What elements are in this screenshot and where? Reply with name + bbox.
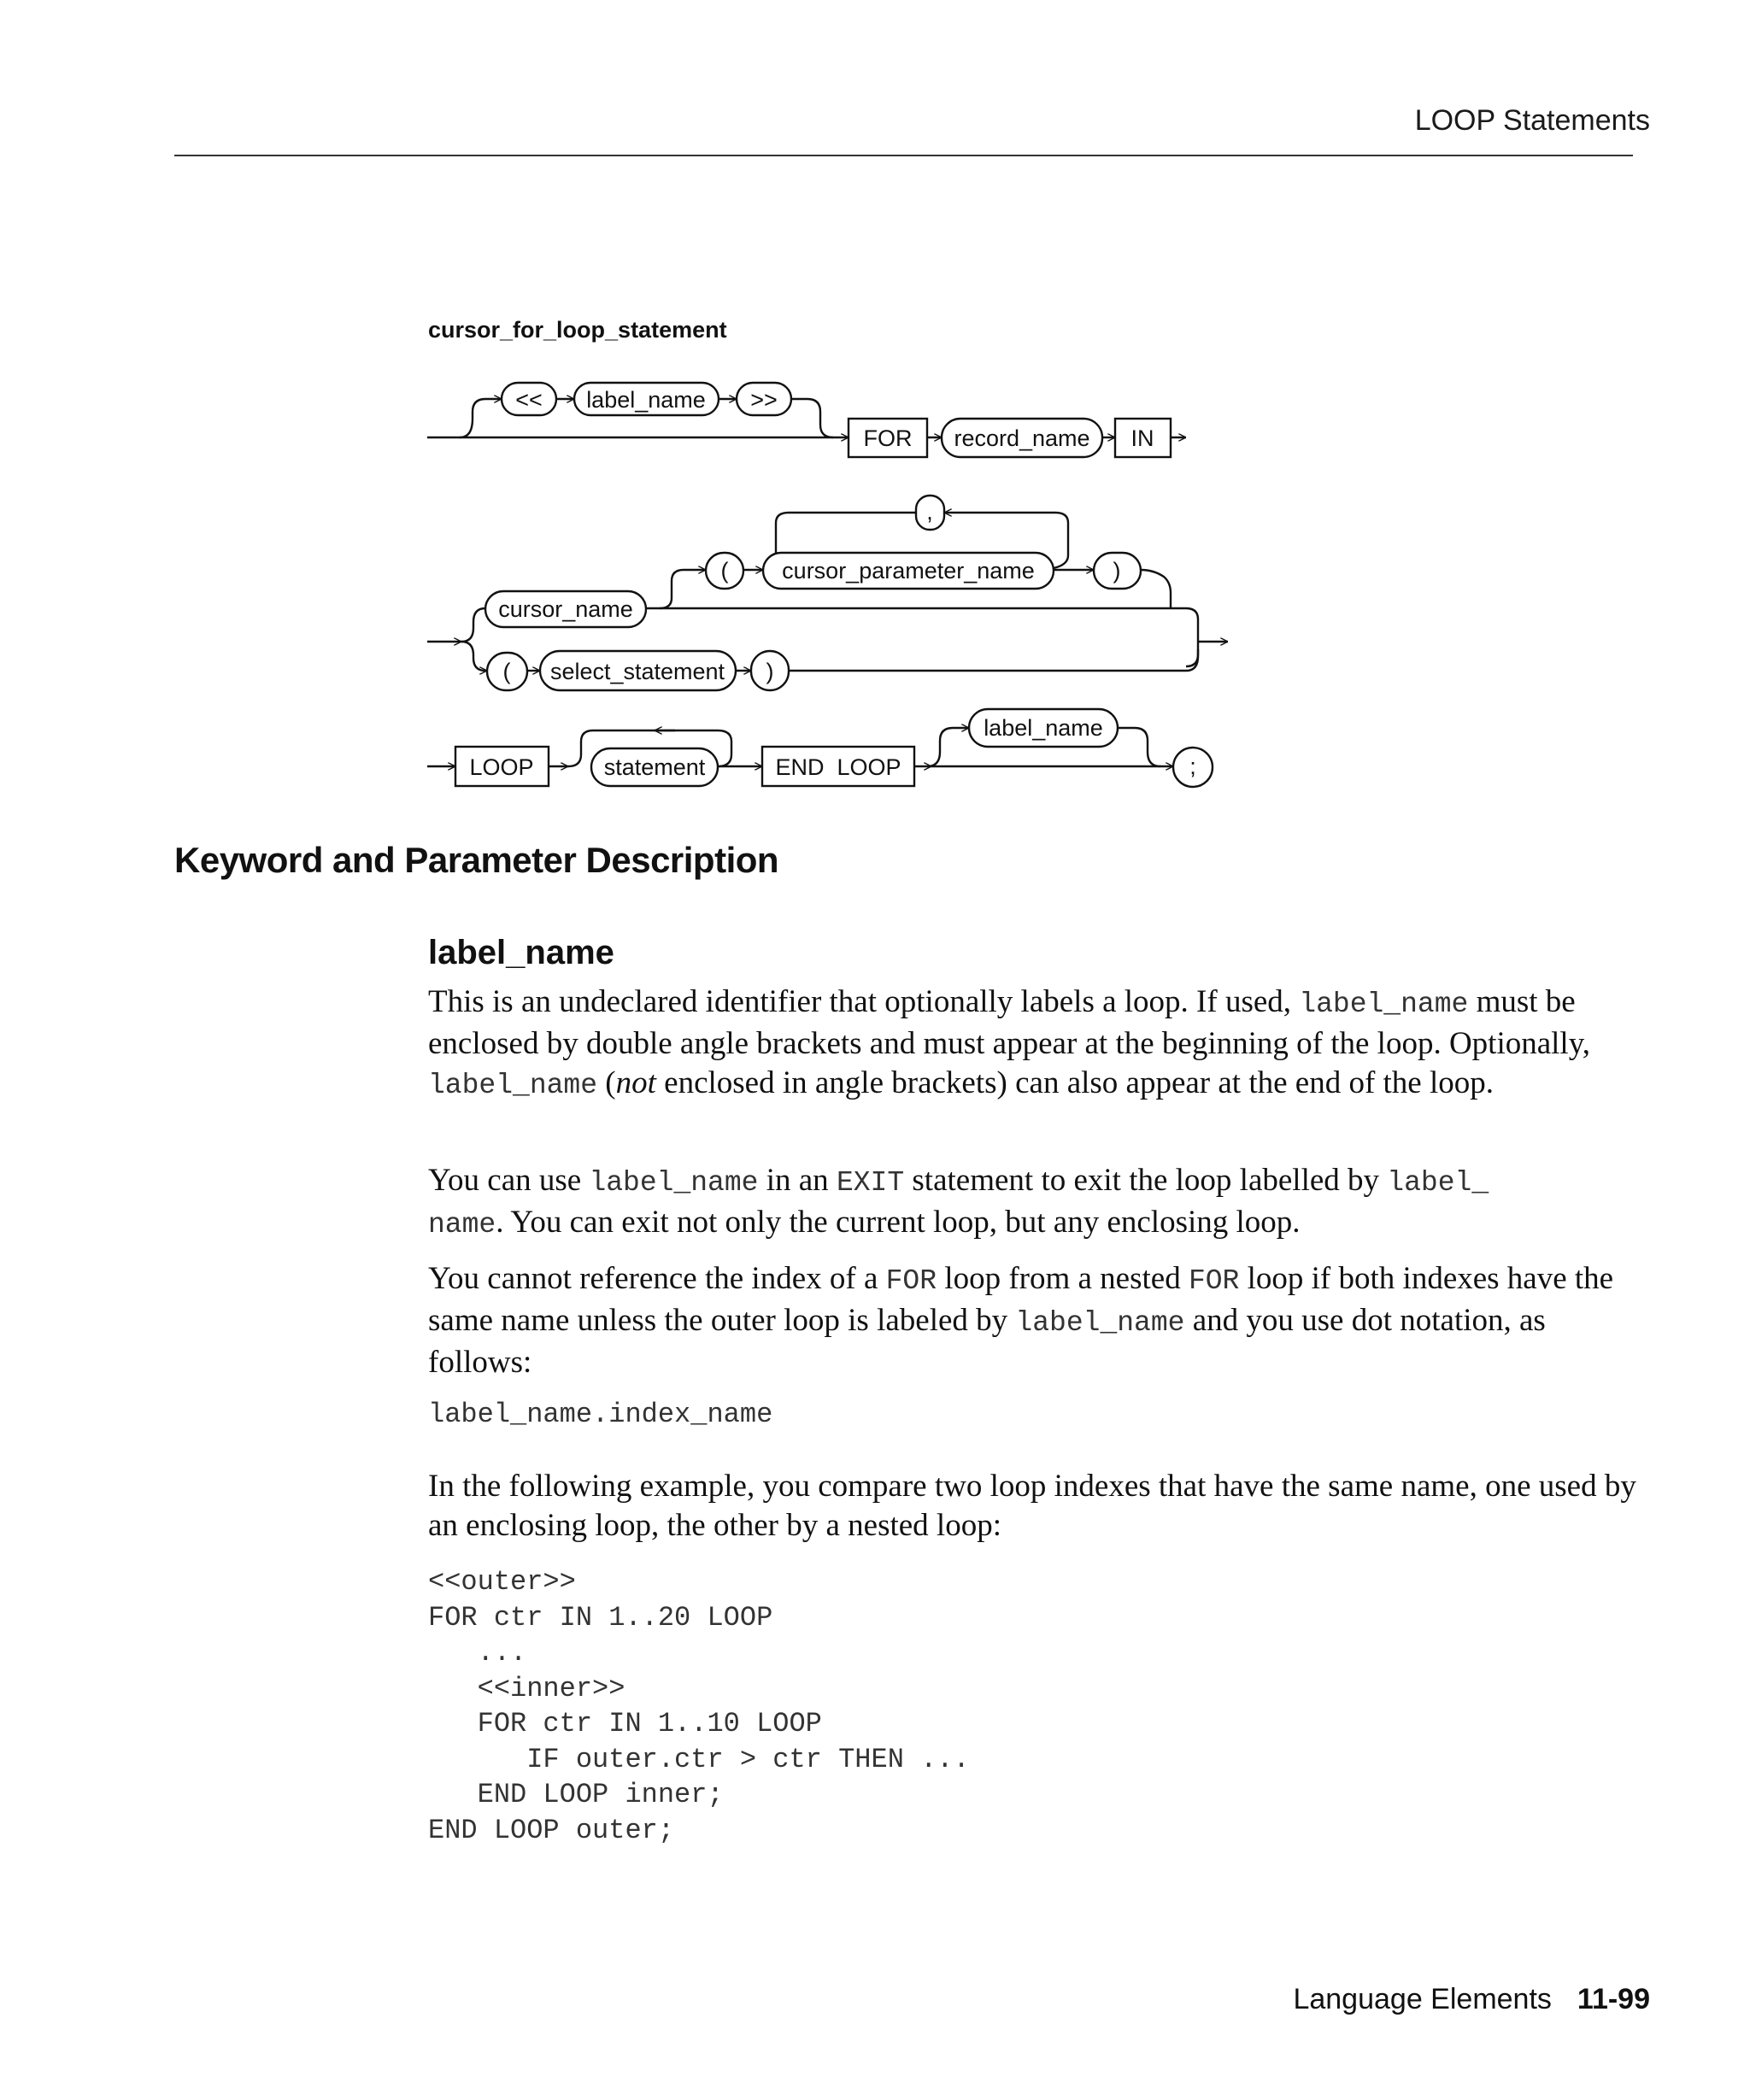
code-nested-loops: <<outer>> FOR ctr IN 1..20 LOOP ... <<inner>> FOR ctr IN 1..10 LOOP IF outer.ctr > ctr THEN ... END LOOP inner; END LOOP outer; xyxy=(428,1566,970,1846)
inline-code: label_name xyxy=(428,1070,598,1101)
token-loop: LOOP xyxy=(469,754,534,780)
token-end-label-name: label_name xyxy=(984,715,1103,741)
token-cursor-name: cursor_name xyxy=(498,596,633,622)
term-heading: label_name xyxy=(428,934,614,971)
token-select-close-paren: ) xyxy=(766,659,774,684)
paragraph-2: You can use label_name in an EXIT statement to exit the loop labelled by label_ name. You can exit not only the current loop, but any enclosing loop. xyxy=(428,1163,1489,1241)
token-for: FOR xyxy=(863,425,913,451)
inline-code: FOR xyxy=(885,1265,937,1297)
token-open-paren: ( xyxy=(720,558,729,584)
inline-code: label_ xyxy=(1387,1167,1489,1199)
token-open-angle: << xyxy=(515,387,543,413)
syntax-diagram xyxy=(0,0,1750,820)
diagram-title: cursor_for_loop_statement xyxy=(428,317,727,343)
section-heading: Keyword and Parameter Description xyxy=(174,840,779,880)
inline-code: label_name xyxy=(1015,1307,1185,1339)
token-label-name: label_name xyxy=(586,387,706,413)
token-select-statement: select_statement xyxy=(549,659,725,684)
paragraph-1: This is an undeclared identifier that optionally labels a loop. If used, label_name must be enclosed by double angle brackets and must appear at the beginning of the loop. Optionally, label_name (not enclosed in angle brackets) can also appear at the end of the loop. xyxy=(428,984,1591,1101)
token-select-open-paren: ( xyxy=(502,659,511,684)
token-close-angle: >> xyxy=(750,387,778,413)
footer-section: Language Elements xyxy=(1293,1983,1552,2015)
paragraph-3: You cannot reference the index of a FOR loop from a nested FOR loop if both indexes have the same name unless the outer loop is labeled by label_name and you use dot notation, as follows: xyxy=(428,1261,1614,1380)
token-in: IN xyxy=(1130,425,1154,451)
running-header: LOOP Statements xyxy=(1414,104,1650,137)
token-statement: statement xyxy=(603,754,706,780)
page-footer xyxy=(1293,1983,1650,2016)
page-number: 11-99 xyxy=(1577,1983,1650,2015)
inline-code: name xyxy=(428,1209,496,1241)
token-semicolon: ; xyxy=(1189,754,1196,779)
paragraph-4: In the following example, you compare two loop indexes that have the same name, one used by an enclosing loop, the other by a nested loop: xyxy=(428,1469,1636,1543)
token-cursor-parameter-name: cursor_parameter_name xyxy=(782,558,1035,584)
token-record-name: record_name xyxy=(954,425,1090,451)
inline-code: label_name xyxy=(1299,988,1469,1020)
token-end-loop: END LOOP xyxy=(775,754,901,780)
inline-code: FOR xyxy=(1188,1265,1240,1297)
emphasis: not xyxy=(615,1065,656,1100)
inline-code: EXIT xyxy=(836,1167,905,1199)
token-close-paren: ) xyxy=(1113,558,1121,584)
token-comma: , xyxy=(926,499,933,525)
inline-code: label_name xyxy=(589,1167,759,1199)
code-dot-notation: label_name.index_name xyxy=(428,1399,773,1430)
